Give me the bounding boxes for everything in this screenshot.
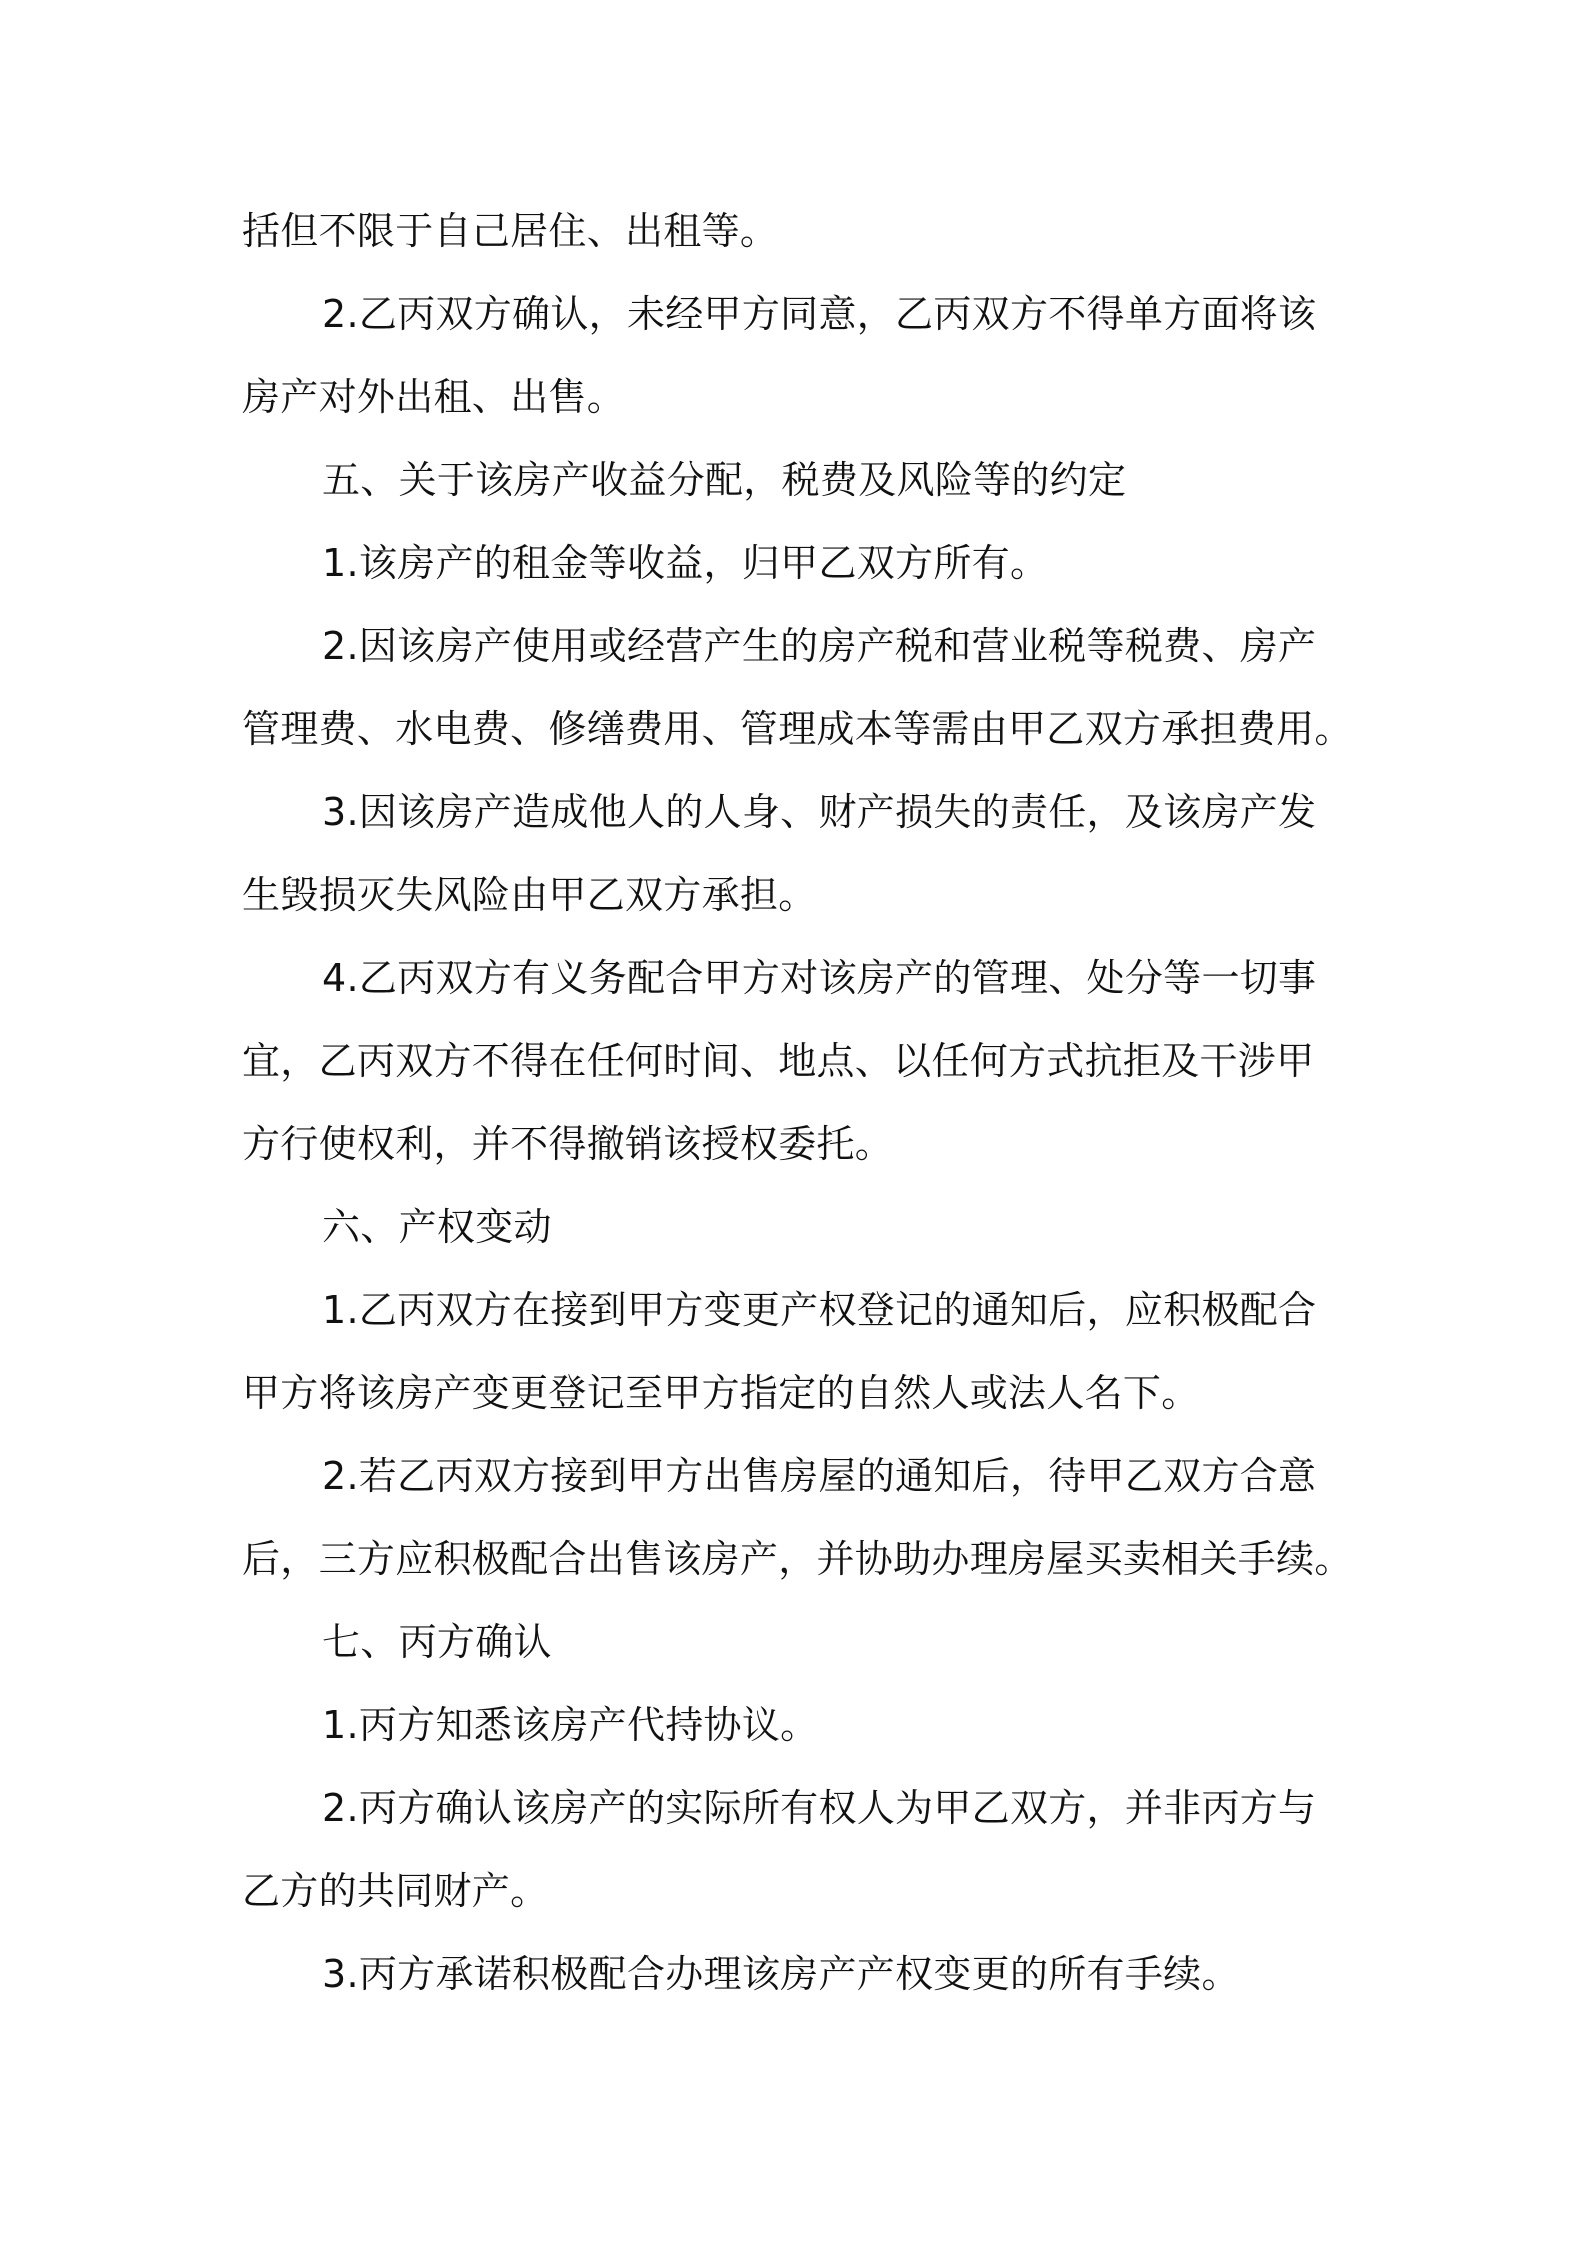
text-line: 乙方的共同财产。 <box>242 1869 549 1913</box>
text-line: 房产对外出租、出售。 <box>242 375 626 419</box>
clause-line: 3.丙方承诺积极配合办理该房产产权变更的所有手续。 <box>322 1952 1240 1996</box>
text-line: 甲方将该房产变更登记至甲方指定的自然人或法人名下。 <box>242 1371 1200 1415</box>
clause-line: 1.丙方知悉该房产代持协议。 <box>322 1703 819 1747</box>
text-line: 方行使权利，并不得撤销该授权委托。 <box>242 1122 894 1166</box>
text-line: 后，三方应积极配合出售该房产，并协助办理房屋买卖相关手续。 <box>242 1537 1353 1581</box>
clause-line: 1.乙丙双方在接到甲方变更产权登记的通知后，应积极配合 <box>322 1288 1317 1332</box>
clause-line: 2.若乙丙双方接到甲方出售房屋的通知后，待甲乙双方合意 <box>322 1454 1317 1498</box>
clause-line: 3.因该房产造成他人的人身、财产损失的责任，及该房产发 <box>322 790 1317 834</box>
clause-line: 2.丙方确认该房产的实际所有权人为甲乙双方，并非丙方与 <box>322 1786 1317 1830</box>
clause-line: 4.乙丙双方有义务配合甲方对该房产的管理、处分等一切事 <box>322 956 1317 1000</box>
text-line: 括但不限于自己居住、出租等。 <box>242 209 779 253</box>
text-line: 生毁损灭失风险由甲乙双方承担。 <box>242 873 817 917</box>
clause-line: 2.乙丙双方确认，未经甲方同意，乙丙双方不得单方面将该 <box>322 292 1317 336</box>
text-line: 宜，乙丙双方不得在任何时间、地点、以任何方式抗拒及干涉甲 <box>242 1039 1315 1083</box>
clause-line: 2.因该房产使用或经营产生的房产税和营业税等税费、房产 <box>322 624 1317 668</box>
text-line: 管理费、水电费、修缮费用、管理成本等需由甲乙双方承担费用。 <box>242 707 1353 751</box>
clause-line: 1.该房产的租金等收益，归甲乙双方所有。 <box>322 541 1049 585</box>
document-body <box>242 190 1362 2016</box>
section-heading: 五、关于该房产收益分配，税费及风险等的约定 <box>322 458 1127 502</box>
section-heading: 六、产权变动 <box>322 1205 552 1249</box>
section-heading: 七、丙方确认 <box>322 1620 552 1664</box>
